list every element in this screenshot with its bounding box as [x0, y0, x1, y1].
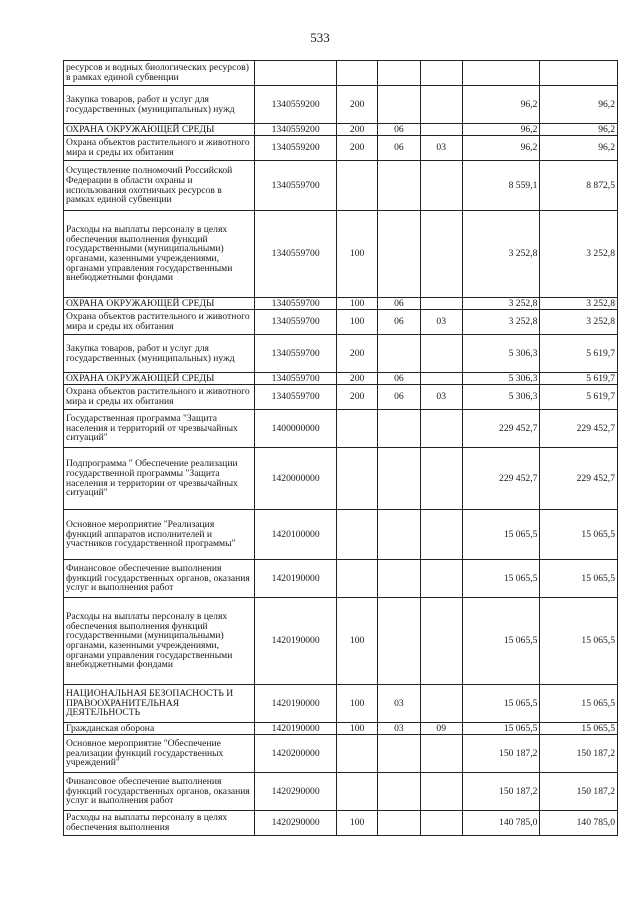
row-section: [378, 510, 420, 560]
row-section: [378, 448, 420, 510]
row-name: Финансовое обеспечение выполнения функций государственных органов, оказания услуг и выполнения работ: [64, 560, 255, 598]
row-expense-type: 100: [336, 723, 377, 735]
table-row: [64, 560, 618, 598]
row-code: 1420190000: [255, 598, 337, 685]
table-row: [64, 124, 618, 136]
table-row: [64, 598, 618, 685]
row-name: Государственная программа "Защита населения и территорий от чрезвычайных ситуаций": [64, 410, 255, 448]
table-row: [64, 723, 618, 735]
row-amount-1: 8 559,1: [462, 161, 540, 211]
row-code: 1340559200: [255, 136, 337, 161]
row-amount-1: 15 065,5: [462, 598, 540, 685]
row-name: ресурсов и водных биологических ресурсов) в рамках единой субвенции: [64, 61, 255, 86]
row-subsection: [420, 448, 462, 510]
row-expense-type: 200: [336, 86, 377, 124]
row-amount-2: 150 187,2: [540, 735, 618, 773]
row-code: 1420000000: [255, 448, 337, 510]
row-amount-1: 150 187,2: [462, 735, 540, 773]
row-subsection: [420, 86, 462, 124]
row-name: Закупка товаров, работ и услуг для государственных (муниципальных) нужд: [64, 86, 255, 124]
row-code: 1340559700: [255, 298, 337, 310]
row-name: ОХРАНА ОКРУЖАЮЩЕЙ СРЕДЫ: [64, 124, 255, 136]
row-expense-type: 100: [336, 298, 377, 310]
row-code: 1420200000: [255, 735, 337, 773]
row-code: 1340559700: [255, 310, 337, 335]
row-section: [378, 161, 420, 211]
row-subsection: 03: [420, 136, 462, 161]
row-name: Охрана объектов растительного и животного мира и среды их обитания: [64, 310, 255, 335]
row-expense-type: 100: [336, 685, 377, 723]
row-code: 1420290000: [255, 773, 337, 811]
table-row: [64, 735, 618, 773]
row-subsection: [420, 510, 462, 560]
row-amount-2: [540, 61, 618, 86]
row-code: 1340559700: [255, 373, 337, 385]
row-amount-1: 15 065,5: [462, 560, 540, 598]
table-row: [64, 385, 618, 410]
row-expense-type: [336, 773, 377, 811]
row-subsection: 09: [420, 723, 462, 735]
row-code: 1420100000: [255, 510, 337, 560]
row-amount-2: 15 065,5: [540, 510, 618, 560]
row-amount-1: 15 065,5: [462, 723, 540, 735]
row-expense-type: [336, 510, 377, 560]
table-row: [64, 373, 618, 385]
table-row: [64, 310, 618, 335]
row-subsection: [420, 811, 462, 836]
row-amount-1: 150 187,2: [462, 773, 540, 811]
row-section: 06: [378, 373, 420, 385]
row-amount-2: 229 452,7: [540, 448, 618, 510]
row-subsection: [420, 598, 462, 685]
row-amount-2: 15 065,5: [540, 598, 618, 685]
row-amount-1: 96,2: [462, 124, 540, 136]
row-amount-1: 15 065,5: [462, 510, 540, 560]
row-amount-2: 3 252,8: [540, 211, 618, 298]
row-section: [378, 61, 420, 86]
row-code: 1420190000: [255, 685, 337, 723]
row-amount-1: 3 252,8: [462, 298, 540, 310]
row-amount-1: 229 452,7: [462, 448, 540, 510]
row-subsection: [420, 735, 462, 773]
row-code: 1400000000: [255, 410, 337, 448]
row-name: Основное мероприятие "Реализация функций аппаратов исполнителей и участников государственной программы": [64, 510, 255, 560]
row-section: 03: [378, 723, 420, 735]
row-section: 03: [378, 685, 420, 723]
row-amount-1: 5 306,3: [462, 335, 540, 373]
row-expense-type: 100: [336, 811, 377, 836]
table-row: [64, 61, 618, 86]
row-subsection: [420, 211, 462, 298]
row-name: ОХРАНА ОКРУЖАЮЩЕЙ СРЕДЫ: [64, 373, 255, 385]
table-row: [64, 136, 618, 161]
row-section: [378, 773, 420, 811]
row-subsection: [420, 61, 462, 86]
row-amount-2: 150 187,2: [540, 773, 618, 811]
row-code: 1340559700: [255, 211, 337, 298]
budget-table: [63, 60, 618, 836]
table-row: [64, 510, 618, 560]
row-section: [378, 211, 420, 298]
row-amount-2: 15 065,5: [540, 685, 618, 723]
row-amount-1: 229 452,7: [462, 410, 540, 448]
row-section: [378, 811, 420, 836]
row-subsection: [420, 685, 462, 723]
page-number: 533: [310, 30, 330, 45]
row-expense-type: 200: [336, 136, 377, 161]
row-subsection: 03: [420, 385, 462, 410]
table-row: [64, 410, 618, 448]
row-subsection: [420, 298, 462, 310]
row-expense-type: 100: [336, 310, 377, 335]
row-subsection: [420, 161, 462, 211]
row-subsection: [420, 373, 462, 385]
row-code: 1420290000: [255, 811, 337, 836]
row-code: 1340559700: [255, 335, 337, 373]
row-name: ОХРАНА ОКРУЖАЮЩЕЙ СРЕДЫ: [64, 298, 255, 310]
row-amount-2: 229 452,7: [540, 410, 618, 448]
row-subsection: [420, 410, 462, 448]
row-name: Охрана объектов растительного и животного мира и среды их обитания: [64, 385, 255, 410]
row-amount-1: 96,2: [462, 86, 540, 124]
row-expense-type: [336, 448, 377, 510]
row-section: 06: [378, 124, 420, 136]
row-name: Закупка товаров, работ и услуг для государственных (муниципальных) нужд: [64, 335, 255, 373]
row-section: [378, 735, 420, 773]
row-expense-type: [336, 161, 377, 211]
row-expense-type: [336, 560, 377, 598]
table-row: [64, 811, 618, 836]
row-section: [378, 86, 420, 124]
row-subsection: [420, 335, 462, 373]
row-name: Осуществление полномочий Российской Федерации в области охраны и использования охотничьих ресурсов в рамках единой субвенции: [64, 161, 255, 211]
row-amount-2: 8 872,5: [540, 161, 618, 211]
row-amount-1: 140 785,0: [462, 811, 540, 836]
row-expense-type: 200: [336, 385, 377, 410]
row-amount-2: 15 065,5: [540, 723, 618, 735]
row-section: [378, 335, 420, 373]
row-code: 1340559200: [255, 86, 337, 124]
row-name: Подпрограмма " Обеспечение реализации государственной программы "Защита населения и территории от чрезвычайных ситуаций": [64, 448, 255, 510]
row-amount-2: 15 065,5: [540, 560, 618, 598]
row-amount-2: 96,2: [540, 86, 618, 124]
row-amount-1: 96,2: [462, 136, 540, 161]
row-amount-2: 5 619,7: [540, 385, 618, 410]
row-code: [255, 61, 337, 86]
table-row: [64, 298, 618, 310]
row-amount-1: [462, 61, 540, 86]
row-code: 1420190000: [255, 560, 337, 598]
row-amount-1: 3 252,8: [462, 211, 540, 298]
row-expense-type: [336, 410, 377, 448]
row-section: 06: [378, 310, 420, 335]
table-row: [64, 161, 618, 211]
row-subsection: 03: [420, 310, 462, 335]
row-section: 06: [378, 385, 420, 410]
row-name: Расходы на выплаты персоналу в целях обеспечения выполнения: [64, 811, 255, 836]
row-expense-type: 200: [336, 335, 377, 373]
row-amount-2: 5 619,7: [540, 373, 618, 385]
row-amount-1: 5 306,3: [462, 385, 540, 410]
row-expense-type: 100: [336, 211, 377, 298]
row-amount-2: 3 252,8: [540, 298, 618, 310]
row-name: Расходы на выплаты персоналу в целях обеспечения выполнения функций государственными (муниципальными) органами, казенными учреждениями, органами управления государственными внебюджетными фондами: [64, 211, 255, 298]
row-code: 1420190000: [255, 723, 337, 735]
row-name: НАЦИОНАЛЬНАЯ БЕЗОПАСНОСТЬ И ПРАВООХРАНИТЕЛЬНАЯ ДЕЯТЕЛЬНОСТЬ: [64, 685, 255, 723]
row-section: [378, 410, 420, 448]
row-expense-type: 200: [336, 373, 377, 385]
row-section: [378, 598, 420, 685]
row-amount-2: 5 619,7: [540, 335, 618, 373]
row-section: 06: [378, 136, 420, 161]
table-row: [64, 773, 618, 811]
row-section: [378, 560, 420, 598]
row-section: 06: [378, 298, 420, 310]
row-amount-1: 15 065,5: [462, 685, 540, 723]
row-code: 1340559700: [255, 385, 337, 410]
row-amount-2: 96,2: [540, 124, 618, 136]
budget-table-body: [64, 61, 618, 836]
row-amount-1: 5 306,3: [462, 373, 540, 385]
row-expense-type: [336, 735, 377, 773]
row-name: Гражданская оборона: [64, 723, 255, 735]
row-name: Расходы на выплаты персоналу в целях обеспечения выполнения функций государственными (муниципальными) органами, казенными учреждениями, органами управления государственными внебюджетными фондами: [64, 598, 255, 685]
row-code: 1340559700: [255, 161, 337, 211]
row-amount-2: 140 785,0: [540, 811, 618, 836]
table-row: [64, 685, 618, 723]
row-expense-type: 100: [336, 598, 377, 685]
table-row: [64, 211, 618, 298]
row-name: Охрана объектов растительного и животного мира и среды их обитания: [64, 136, 255, 161]
row-amount-1: 3 252,8: [462, 310, 540, 335]
row-amount-2: 96,2: [540, 136, 618, 161]
row-subsection: [420, 773, 462, 811]
row-amount-2: 3 252,8: [540, 310, 618, 335]
table-row: [64, 86, 618, 124]
row-name: Финансовое обеспечение выполнения функций государственных органов, оказания услуг и выполнения работ: [64, 773, 255, 811]
row-code: 1340559200: [255, 124, 337, 136]
table-row: [64, 335, 618, 373]
row-name: Основное мероприятие "Обеспечение реализации функций государственных учреждений": [64, 735, 255, 773]
row-subsection: [420, 560, 462, 598]
row-expense-type: [336, 61, 377, 86]
table-row: [64, 448, 618, 510]
row-expense-type: 200: [336, 124, 377, 136]
row-subsection: [420, 124, 462, 136]
